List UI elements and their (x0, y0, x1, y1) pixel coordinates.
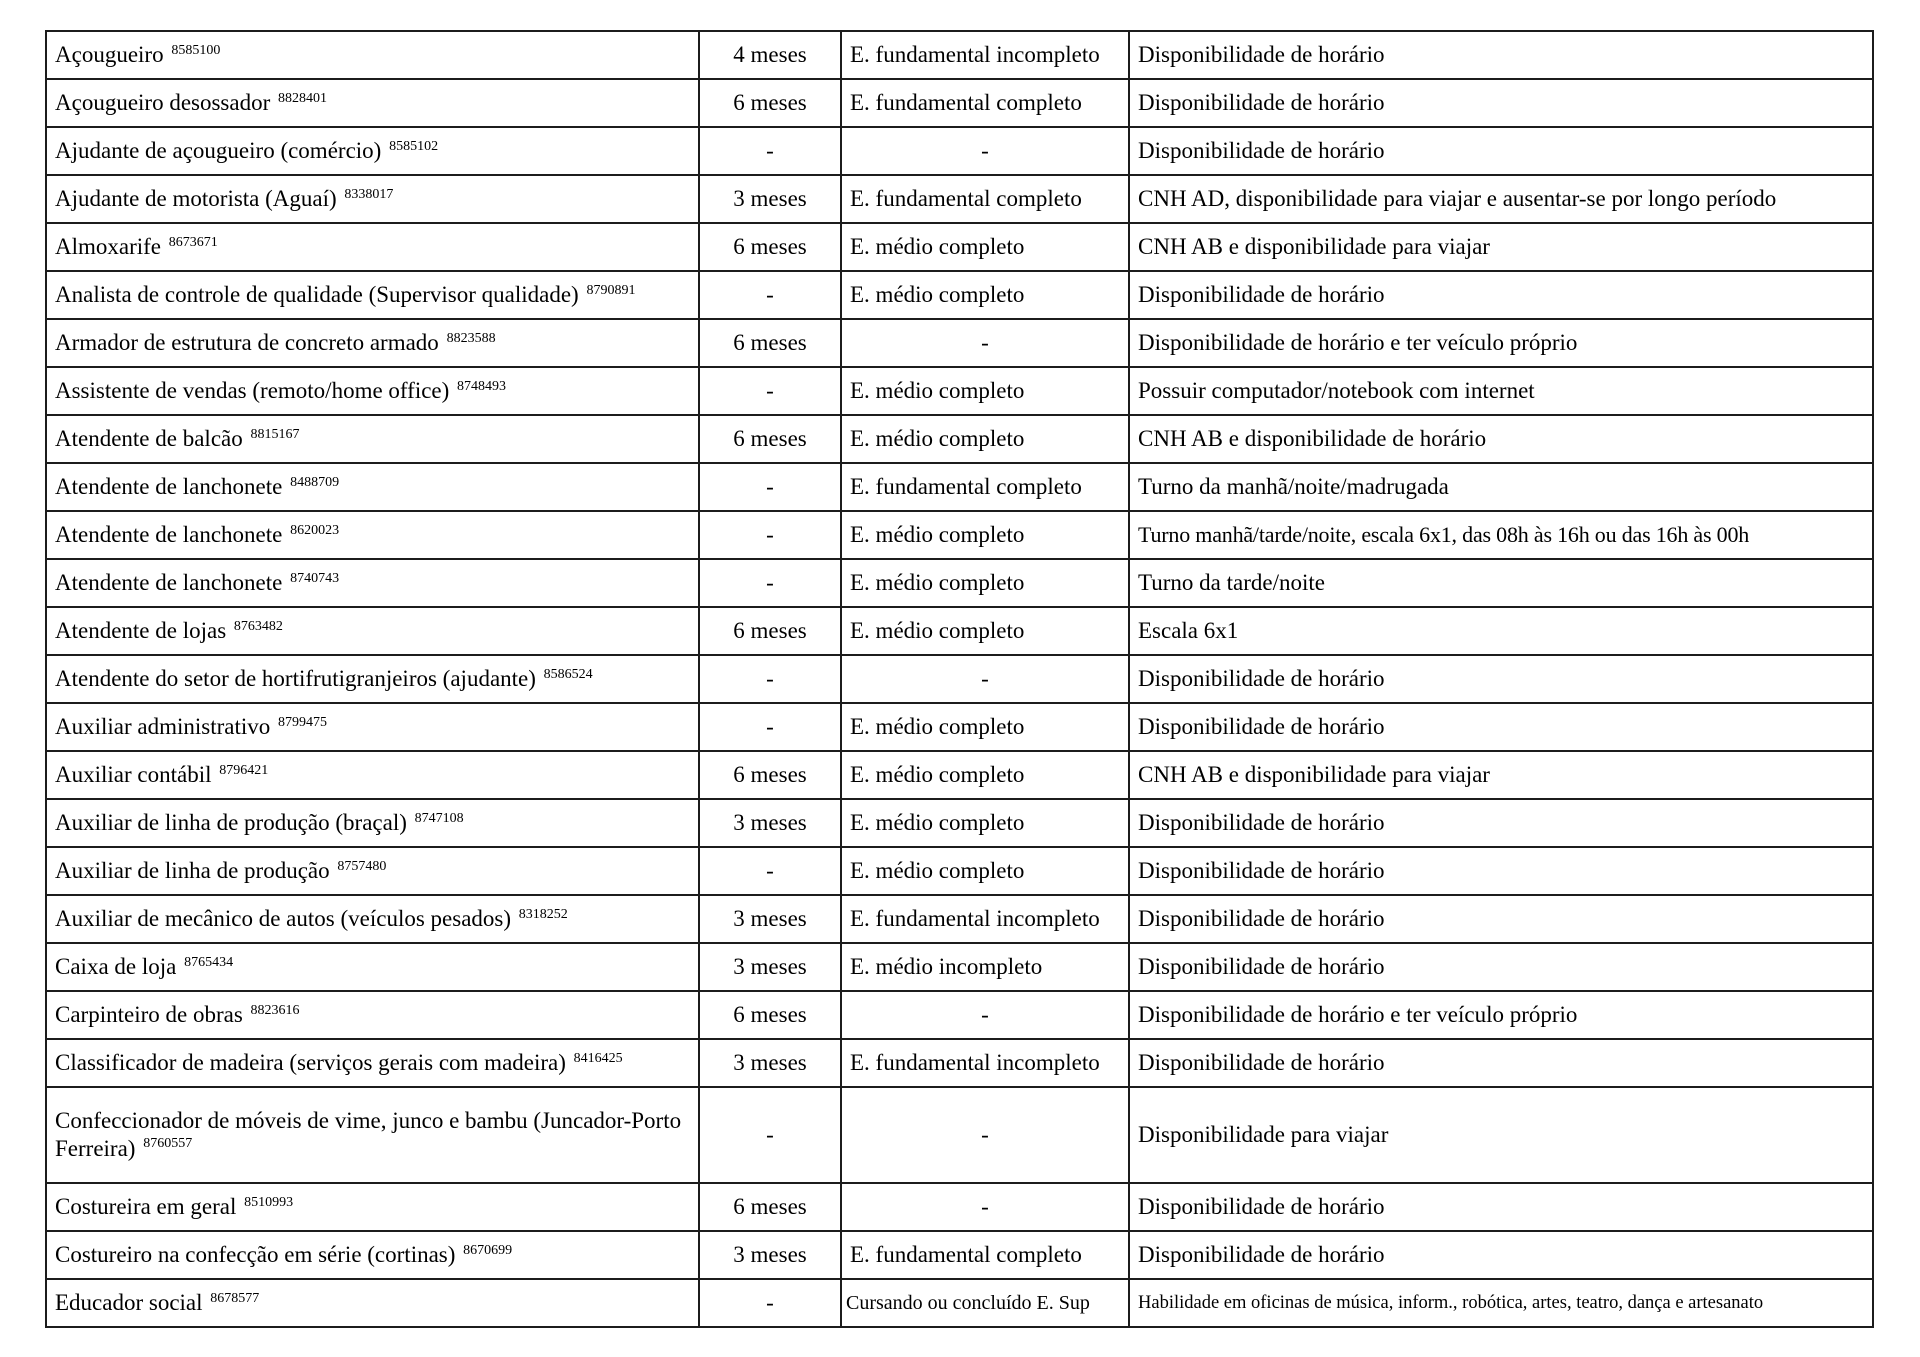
job-code: 8763482 (233, 618, 283, 634)
job-title-cell (46, 511, 699, 559)
requirements-cell: Disponibilidade de horário (1129, 943, 1873, 991)
table-row (46, 319, 1873, 367)
table-row (46, 1183, 1873, 1231)
job-code: 8823588 (446, 330, 496, 346)
job-title: Ajudante de açougueiro (comércio) (55, 138, 382, 164)
requirements-cell: Disponibilidade de horário (1129, 31, 1873, 79)
months-cell: 6 meses (699, 79, 841, 127)
job-code: 8586524 (543, 666, 593, 682)
job-title: Auxiliar de linha de produção (55, 858, 330, 884)
months-cell: - (699, 559, 841, 607)
months-cell: 3 meses (699, 175, 841, 223)
education-cell: E. fundamental incompleto (841, 31, 1129, 79)
job-code: 8673671 (168, 234, 218, 250)
education-cell: E. fundamental completo (841, 175, 1129, 223)
requirements-cell: Disponibilidade de horário e ter veículo próprio (1129, 991, 1873, 1039)
job-title-cell (46, 607, 699, 655)
education-cell: - (841, 655, 1129, 703)
job-code: 8828401 (278, 90, 328, 106)
table-row (46, 127, 1873, 175)
job-title-cell (46, 127, 699, 175)
requirements-cell: CNH AB e disponibilidade para viajar (1129, 751, 1873, 799)
table-row (46, 463, 1873, 511)
education-cell: E. médio completo (841, 703, 1129, 751)
education-cell: E. fundamental completo (841, 463, 1129, 511)
job-code: 8678577 (210, 1290, 260, 1306)
education-cell: E. fundamental completo (841, 1231, 1129, 1279)
education-cell: E. médio completo (841, 367, 1129, 415)
education-cell: E. médio completo (841, 511, 1129, 559)
job-code: 8416425 (573, 1050, 623, 1066)
education-cell: E. médio completo (841, 559, 1129, 607)
job-title: Auxiliar administrativo (55, 714, 271, 740)
job-title-cell (46, 1231, 699, 1279)
table-row (46, 751, 1873, 799)
job-code: 8585100 (171, 42, 221, 58)
job-title-cell (46, 703, 699, 751)
education-cell: E. médio completo (841, 799, 1129, 847)
education-cell: E. médio incompleto (841, 943, 1129, 991)
requirements-cell: Escala 6x1 (1129, 607, 1873, 655)
job-title-cell (46, 1039, 699, 1087)
job-code: 8823616 (250, 1002, 300, 1018)
education-cell: - (841, 991, 1129, 1039)
job-title: Almoxarife (55, 234, 162, 260)
table-row (46, 223, 1873, 271)
requirements-cell: CNH AD, disponibilidade para viajar e ausentar-se por longo período (1129, 175, 1873, 223)
job-code: 8760557 (143, 1136, 193, 1152)
job-title: Assistente de vendas (remoto/home office) (55, 378, 450, 404)
education-cell: - (841, 1087, 1129, 1183)
job-title-cell (46, 1279, 699, 1327)
education-cell: E. fundamental completo (841, 79, 1129, 127)
education-cell: E. médio completo (841, 751, 1129, 799)
requirements-cell: Possuir computador/notebook com internet (1129, 367, 1873, 415)
education-cell: E. médio completo (841, 607, 1129, 655)
job-title: Atendente de lojas (55, 618, 227, 644)
table-row (46, 991, 1873, 1039)
job-title: Açougueiro desossador (55, 90, 271, 116)
education-cell: - (841, 319, 1129, 367)
job-code: 8670699 (463, 1242, 513, 1258)
job-code: 8488709 (290, 474, 340, 490)
job-title-cell (46, 175, 699, 223)
months-cell: 3 meses (699, 799, 841, 847)
job-title: Ajudante de motorista (Aguaí) (55, 186, 337, 212)
job-title: Armador de estrutura de concreto armado (55, 330, 439, 356)
table-row (46, 367, 1873, 415)
requirements-cell: Habilidade em oficinas de música, inform., robótica, artes, teatro, dança e artesanato (1129, 1279, 1873, 1327)
months-cell: - (699, 1279, 841, 1327)
table-row (46, 655, 1873, 703)
job-title: Atendente do setor de hortifrutigranjeiros (ajudante) (55, 666, 536, 692)
education-cell: - (841, 1183, 1129, 1231)
months-cell: - (699, 127, 841, 175)
requirements-cell: Disponibilidade de horário (1129, 847, 1873, 895)
job-code: 8765434 (184, 954, 234, 970)
job-code: 8799475 (278, 714, 328, 730)
table-row (46, 607, 1873, 655)
job-title: Atendente de balcão (55, 426, 243, 452)
education-cell: E. fundamental incompleto (841, 1039, 1129, 1087)
requirements-cell: Disponibilidade de horário (1129, 1183, 1873, 1231)
job-title-cell (46, 319, 699, 367)
months-cell: - (699, 463, 841, 511)
job-code: 8747108 (414, 810, 464, 826)
table-row (46, 559, 1873, 607)
job-title: Costureira em geral (55, 1194, 237, 1220)
job-title-cell (46, 751, 699, 799)
months-cell: 3 meses (699, 895, 841, 943)
job-code: 8585102 (389, 138, 439, 154)
requirements-cell: Disponibilidade de horário (1129, 1231, 1873, 1279)
job-title-cell (46, 463, 699, 511)
jobs-table-body (46, 31, 1873, 1327)
job-title-cell (46, 847, 699, 895)
requirements-cell: Turno da tarde/noite (1129, 559, 1873, 607)
job-title: Analista de controle de qualidade (Supervisor qualidade) (55, 282, 579, 308)
job-title-cell (46, 1183, 699, 1231)
months-cell: - (699, 271, 841, 319)
job-title-cell (46, 943, 699, 991)
job-title: Auxiliar de linha de produção (braçal) (55, 810, 407, 836)
months-cell: - (699, 655, 841, 703)
table-row (46, 847, 1873, 895)
months-cell: 6 meses (699, 1183, 841, 1231)
job-title: Atendente de lanchonete (55, 474, 283, 500)
months-cell: - (699, 511, 841, 559)
job-title-cell (46, 223, 699, 271)
months-cell: 6 meses (699, 415, 841, 463)
jobs-table (45, 30, 1874, 1328)
requirements-cell: Disponibilidade de horário (1129, 895, 1873, 943)
table-row (46, 31, 1873, 79)
requirements-cell: Disponibilidade de horário (1129, 703, 1873, 751)
requirements-cell: Disponibilidade de horário (1129, 271, 1873, 319)
months-cell: - (699, 367, 841, 415)
job-code: 8796421 (219, 762, 269, 778)
job-title-cell (46, 79, 699, 127)
job-code: 8748493 (457, 378, 507, 394)
job-title: Auxiliar contábil (55, 762, 212, 788)
job-code: 8620023 (290, 522, 340, 538)
job-code: 8757480 (337, 858, 387, 874)
job-title: Confeccionador de móveis de vime, junco e bambu (Juncador-Porto Ferreira) (55, 1108, 682, 1161)
job-code: 8318252 (518, 906, 568, 922)
education-cell: E. fundamental incompleto (841, 895, 1129, 943)
education-cell: E. médio completo (841, 271, 1129, 319)
requirements-cell: Disponibilidade de horário (1129, 655, 1873, 703)
education-cell: E. médio completo (841, 847, 1129, 895)
job-title-cell (46, 559, 699, 607)
table-row (46, 271, 1873, 319)
requirements-cell: CNH AB e disponibilidade para viajar (1129, 223, 1873, 271)
job-title: Açougueiro (55, 42, 164, 68)
table-row (46, 943, 1873, 991)
job-title-cell (46, 415, 699, 463)
months-cell: - (699, 703, 841, 751)
table-row (46, 1231, 1873, 1279)
table-row (46, 415, 1873, 463)
job-title: Atendente de lanchonete (55, 522, 283, 548)
months-cell: 6 meses (699, 223, 841, 271)
job-title: Educador social (55, 1290, 203, 1316)
requirements-cell: Disponibilidade de horário (1129, 127, 1873, 175)
months-cell: 4 meses (699, 31, 841, 79)
education-cell: - (841, 127, 1129, 175)
job-code: 8815167 (250, 426, 300, 442)
months-cell: 3 meses (699, 943, 841, 991)
education-cell: E. médio completo (841, 415, 1129, 463)
education-cell: Cursando ou concluído E. Sup (841, 1279, 1129, 1327)
months-cell: 3 meses (699, 1231, 841, 1279)
table-row (46, 799, 1873, 847)
table-row (46, 175, 1873, 223)
requirements-cell: Disponibilidade de horário (1129, 1039, 1873, 1087)
table-row (46, 1087, 1873, 1183)
requirements-cell: Disponibilidade de horário e ter veículo próprio (1129, 319, 1873, 367)
job-title-cell (46, 655, 699, 703)
months-cell: - (699, 847, 841, 895)
job-title: Classificador de madeira (serviços gerais com madeira) (55, 1050, 566, 1076)
job-title-cell (46, 991, 699, 1039)
job-title-cell (46, 895, 699, 943)
table-row (46, 1279, 1873, 1327)
requirements-cell: Turno manhã/tarde/noite, escala 6x1, das 08h às 16h ou das 16h às 00h (1129, 511, 1873, 559)
months-cell: 6 meses (699, 751, 841, 799)
job-code: 8338017 (344, 186, 394, 202)
table-row (46, 511, 1873, 559)
job-title-cell (46, 799, 699, 847)
job-code: 8790891 (586, 282, 636, 298)
job-title: Carpinteiro de obras (55, 1002, 243, 1028)
table-row (46, 703, 1873, 751)
table-row (46, 79, 1873, 127)
job-title: Caixa de loja (55, 954, 177, 980)
months-cell: 6 meses (699, 319, 841, 367)
job-code: 8510993 (244, 1194, 294, 1210)
months-cell: - (699, 1087, 841, 1183)
table-row (46, 895, 1873, 943)
job-title-cell (46, 271, 699, 319)
months-cell: 3 meses (699, 1039, 841, 1087)
requirements-cell: Disponibilidade para viajar (1129, 1087, 1873, 1183)
job-code: 8740743 (290, 570, 340, 586)
table-row (46, 1039, 1873, 1087)
months-cell: 6 meses (699, 991, 841, 1039)
months-cell: 6 meses (699, 607, 841, 655)
requirements-cell: Turno da manhã/noite/madrugada (1129, 463, 1873, 511)
job-title: Auxiliar de mecânico de autos (veículos pesados) (55, 906, 512, 932)
requirements-cell: Disponibilidade de horário (1129, 79, 1873, 127)
job-title-cell (46, 1087, 699, 1183)
requirements-cell: Disponibilidade de horário (1129, 799, 1873, 847)
education-cell: E. médio completo (841, 223, 1129, 271)
job-title: Costureiro na confecção em série (cortinas) (55, 1242, 456, 1268)
job-title: Atendente de lanchonete (55, 570, 283, 596)
requirements-cell: CNH AB e disponibilidade de horário (1129, 415, 1873, 463)
job-title-cell (46, 31, 699, 79)
job-title-cell (46, 367, 699, 415)
